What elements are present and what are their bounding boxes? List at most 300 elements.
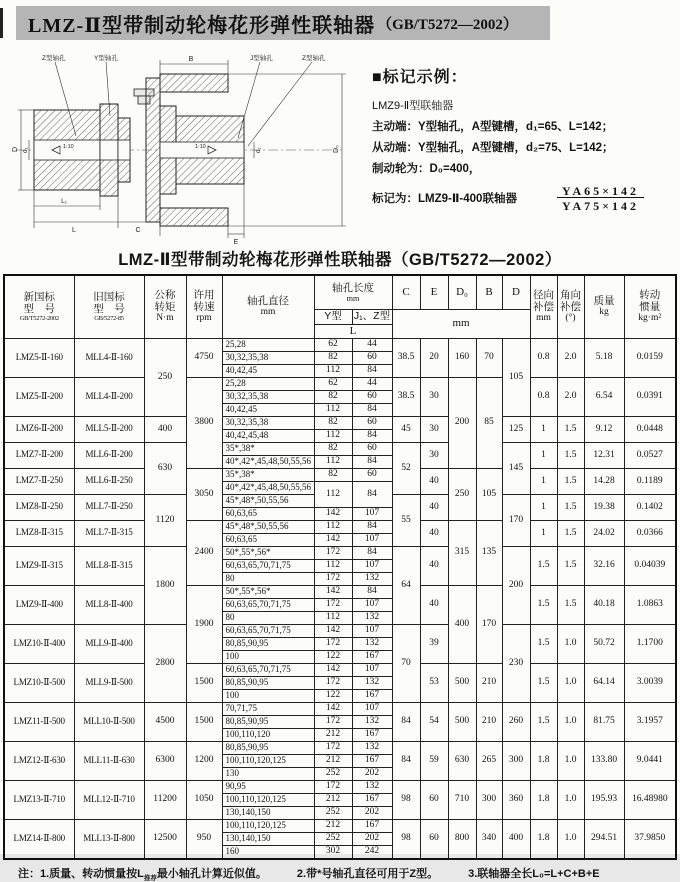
table-cell: 40,42,45,48 (222, 429, 314, 442)
table-cell: 30 (420, 416, 448, 442)
table-cell: 1 (530, 442, 557, 468)
table-row (4, 377, 676, 390)
table-row (4, 663, 676, 676)
table-row (4, 468, 676, 481)
table-cell: 6300 (144, 741, 186, 780)
table-cell: 82 (314, 390, 352, 403)
table-cell: 212 (314, 728, 352, 741)
column-header-c: C (392, 275, 420, 309)
marking-line: 从动端：Y型轴孔，A型键槽，d₂=75、L=142； (372, 142, 614, 154)
dim-d-label: D (12, 146, 19, 152)
column-header-mass: 质量 kg (584, 275, 624, 338)
table-cell: 294.51 (584, 819, 624, 859)
table-cell: 107 (352, 533, 392, 546)
table-cell: 130 (222, 767, 314, 780)
table-cell: 212 (314, 793, 352, 806)
table-cell: 202 (352, 767, 392, 780)
table-cell: 107 (352, 663, 392, 676)
table-cell: 45 (392, 416, 420, 442)
table-row (4, 546, 676, 559)
table-cell: 112 (314, 481, 352, 507)
table-cell: 45*,48*,50,55,56 (222, 520, 314, 533)
table-cell: 82 (314, 351, 352, 364)
table-cell: 1 (530, 494, 557, 520)
footnote-2: 2.带*号轴孔直径可用于Z型。 (296, 867, 439, 880)
marking-line: 主动端：Y型轴孔，A型键槽，d₁=65、L=142； (372, 121, 614, 133)
table-cell: 60 (352, 416, 392, 429)
table-cell: 0.0159 (624, 338, 676, 377)
table-cell: 0.0527 (624, 442, 676, 468)
table-cell: 84 (352, 585, 392, 598)
table-cell: 80,85,90,95 (222, 741, 314, 754)
table-cell: 1.5 (557, 468, 584, 494)
table-cell: 80,85,90,95 (222, 715, 314, 728)
table-cell: 300 (502, 741, 530, 780)
table-cell: 132 (352, 572, 392, 585)
table-cell: 64 (392, 546, 420, 624)
table-cell: 84 (392, 702, 420, 741)
table-cell: 40,42,45 (222, 364, 314, 377)
table-cell: 132 (352, 611, 392, 624)
table-cell: 340 (476, 819, 502, 859)
table-row (4, 585, 676, 598)
table-cell: 40 (420, 520, 448, 546)
page-title-standard: （GB/T5272—2002） (377, 16, 518, 33)
table-cell: LMZ14-Ⅱ-800 (4, 819, 74, 859)
dim-d1-label: d₁ (23, 147, 29, 153)
bore-type-label-y-left: Y型轴孔 (94, 55, 118, 62)
table-cell: 167 (352, 689, 392, 702)
table-cell: 252 (314, 832, 352, 845)
table-cell: 0.8 (530, 338, 557, 377)
table-cell: MLL8-Ⅱ-315 (74, 546, 144, 585)
table-cell: 2400 (186, 520, 222, 585)
table-cell: 1.5 (557, 442, 584, 468)
table-cell: 167 (352, 650, 392, 663)
table-cell: 1.5 (557, 546, 584, 585)
table-cell: 60,63,65 (222, 507, 314, 520)
table-cell: 84 (352, 403, 392, 416)
table-cell: 40 (420, 546, 448, 585)
table-cell: 145 (502, 442, 530, 494)
table-cell: 39 (420, 624, 448, 663)
table-cell: 1.5 (557, 520, 584, 546)
table-cell: 170 (476, 585, 502, 663)
table-cell: 160 (448, 338, 476, 377)
table-cell: 0.04039 (624, 546, 676, 585)
table-cell: 6.54 (584, 377, 624, 416)
table-cell: MLL4-Ⅱ-200 (74, 377, 144, 416)
table-cell: LMZ11-Ⅱ-500 (4, 702, 74, 741)
table-cell: 0.0448 (624, 416, 676, 442)
column-header-l: L (314, 324, 392, 338)
table-cell: 630 (448, 741, 476, 780)
table-cell: LMZ7-Ⅱ-200 (4, 442, 74, 468)
table-cell: 112 (314, 403, 352, 416)
table-cell: 60 (352, 468, 392, 481)
table-cell: 1.8 (530, 819, 557, 859)
dim-d0-label: D₀ (333, 145, 340, 153)
table-cell: 50*,55*,56* (222, 546, 314, 559)
footnotes (18, 865, 680, 882)
table-cell: 1.5 (530, 624, 557, 663)
table-cell: 112 (314, 611, 352, 624)
table-cell: MLL10-Ⅱ-500 (74, 702, 144, 741)
bore-type-label-j-right: J型轴孔 (250, 55, 273, 62)
table-row (4, 624, 676, 637)
table-cell: 1.0 (557, 624, 584, 663)
table-cell: 1500 (186, 663, 222, 702)
table-cell: 950 (186, 819, 222, 859)
table-cell: 60,63,65,70,71,75 (222, 559, 314, 572)
table-cell: 1.5 (557, 494, 584, 520)
table-cell: 60,63,65,70,71,75 (222, 663, 314, 676)
top-section (0, 0, 680, 244)
table-cell: MLL7-Ⅱ-250 (74, 494, 144, 520)
designation-fraction (527, 184, 674, 214)
marking-designation-row (372, 184, 674, 214)
column-header-jz-type: J₁、Z型 (353, 310, 391, 323)
table-cell: 107 (352, 559, 392, 572)
table-cell: 167 (352, 728, 392, 741)
table-cell: 1.0 (557, 741, 584, 780)
table-cell: 260 (502, 702, 530, 741)
table-cell: 142 (314, 702, 352, 715)
table-cell: 172 (314, 546, 352, 559)
table-cell: 250 (448, 468, 476, 520)
table-cell: 1.0 (557, 663, 584, 702)
table-cell: 30,32,35,38 (222, 390, 314, 403)
table-cell: 160 (222, 845, 314, 859)
table-cell: 500 (448, 702, 476, 741)
table-cell: 0.1189 (624, 468, 676, 494)
table-cell: 142 (314, 585, 352, 598)
table-cell: 82 (314, 442, 352, 455)
column-header-d: D (502, 275, 530, 309)
table-cell: 3050 (186, 468, 222, 520)
table-row (4, 819, 676, 832)
table-cell: MLL11-Ⅱ-630 (74, 741, 144, 780)
dim-l1-label: L₁ (61, 198, 67, 205)
table-cell: 9.0441 (624, 741, 676, 780)
table-cell: 70 (392, 624, 420, 702)
table-cell: 100,110,120,125 (222, 754, 314, 767)
table-cell: 1.8 (530, 780, 557, 819)
footnote-1: 注：1.质量、转动惯量按$L_{推荐}$最小轴孔计算近似值。 (18, 867, 267, 882)
table-cell: 800 (448, 819, 476, 859)
table-cell: 172 (314, 780, 352, 793)
table-cell: MLL13-Ⅱ-800 (74, 819, 144, 859)
table-cell: 1.8 (530, 741, 557, 780)
table-cell: 132 (352, 741, 392, 754)
table-cell: 1.1700 (624, 624, 676, 663)
table-cell: 9.12 (584, 416, 624, 442)
table-cell: MLL6-Ⅱ-250 (74, 468, 144, 494)
column-header-new-standard: 新国标 型 号 GB/T5272-2002 (4, 275, 74, 338)
table-cell: 98 (392, 780, 420, 819)
table-cell: MLL6-Ⅱ-200 (74, 442, 144, 468)
table-cell: 212 (314, 819, 352, 832)
table-cell: 167 (352, 793, 392, 806)
table-cell: 630 (144, 442, 186, 494)
table-cell: 1 (530, 520, 557, 546)
table-cell: 30,32,35,38 (222, 351, 314, 364)
table-cell: 55 (392, 494, 420, 546)
table-cell: 25,28 (222, 338, 314, 351)
table-cell: 14.28 (584, 468, 624, 494)
table-cell: LMZ10-Ⅱ-500 (4, 663, 74, 702)
dim-e-label: E (233, 239, 239, 246)
table-cell: MLL8-Ⅱ-400 (74, 585, 144, 624)
table-cell: 84 (352, 481, 392, 507)
column-header-torque: 公称 转矩 N·m (144, 275, 186, 338)
column-header-e: E (420, 275, 448, 309)
bore-type-label-z-left: Z型轴孔 (42, 55, 66, 62)
table-cell: 107 (352, 702, 392, 715)
table-cell: 100 (222, 689, 314, 702)
table-cell: 1.0863 (624, 585, 676, 624)
table-cell: 12500 (144, 819, 186, 859)
table-cell: 1.5 (557, 416, 584, 442)
table-cell: 4500 (144, 702, 186, 741)
dim-l-label: L (72, 227, 76, 234)
table-cell: 100,110,120,125 (222, 819, 314, 832)
table-cell: 38.5 (392, 377, 420, 416)
marking-line: LMZ9-Ⅱ型联轴器 (372, 100, 454, 112)
column-header-old-standard: 旧国标 型 号 GB/5272-85 (74, 275, 144, 338)
table-cell: 172 (314, 676, 352, 689)
marking-line: 制动轮为：D₀=400， (372, 163, 481, 175)
table-cell: 1200 (186, 741, 222, 780)
column-header-dims-unit: mm (392, 309, 530, 338)
table-cell: 112 (314, 364, 352, 377)
table-cell: 302 (314, 845, 352, 859)
table-cell: 1800 (144, 546, 186, 624)
table-cell: MLL9-Ⅱ-500 (74, 663, 144, 702)
table-cell: 400 (502, 819, 530, 859)
coupling-drawing (2, 50, 364, 246)
table-cell: 1.5 (530, 585, 557, 624)
table-cell: 40,42,45 (222, 403, 314, 416)
table-cell: 35*,38* (222, 468, 314, 481)
table-cell: 40.18 (584, 585, 624, 624)
table-cell: MLL4-Ⅱ-160 (74, 338, 144, 377)
table-cell: 172 (314, 598, 352, 611)
table-cell: MLL5-Ⅱ-200 (74, 416, 144, 442)
table-cell: 60 (352, 351, 392, 364)
table-cell: LMZ8-Ⅱ-315 (4, 520, 74, 546)
bore-type-label-z-right: Z型轴孔 (302, 55, 326, 62)
table-cell: 1.0 (557, 780, 584, 819)
table-cell: 40 (420, 494, 448, 520)
table-row (4, 442, 676, 455)
table-cell: 202 (352, 806, 392, 819)
table-cell: 1500 (186, 702, 222, 741)
table-cell: 172 (314, 741, 352, 754)
table-cell: 1900 (186, 585, 222, 663)
table-cell: 90,95 (222, 780, 314, 793)
table-cell: 80,85,90,95 (222, 637, 314, 650)
table-cell: LMZ12-Ⅱ-630 (4, 741, 74, 780)
marking-line: 标记为：LMZ9-Ⅱ-400联轴器 (372, 192, 517, 205)
table-cell: 1.5 (530, 546, 557, 585)
table-cell: 130,140,150 (222, 832, 314, 845)
table-row (4, 416, 676, 429)
table-cell: 60 (352, 442, 392, 455)
table-cell: 1.0 (557, 819, 584, 859)
table-cell: 212 (314, 754, 352, 767)
table-cell: 105 (502, 338, 530, 416)
table-cell: 100,110,120,125 (222, 793, 314, 806)
table-cell: 130,140,150 (222, 806, 314, 819)
table-cell: 1 (530, 468, 557, 494)
table-cell: 62 (314, 377, 352, 390)
table-cell: 135 (476, 520, 502, 585)
table-cell: 315 (448, 520, 476, 585)
table-cell: 50*,55*,56* (222, 585, 314, 598)
table-cell: 2.0 (557, 377, 584, 416)
table-cell: 0.0366 (624, 520, 676, 546)
table-cell: 24.02 (584, 520, 624, 546)
table-cell: 125 (502, 416, 530, 442)
table-cell: LMZ6-Ⅱ-200 (4, 416, 74, 442)
table-cell: 200 (502, 546, 530, 624)
taper-label: 1:10 (63, 144, 74, 150)
fraction-numerator: YA65×142 (561, 184, 640, 198)
table-cell: 250 (144, 338, 186, 416)
column-header-speed: 许用 转速 rpm (186, 275, 222, 338)
table-cell: 52 (392, 442, 420, 494)
column-header-y-type: Y型 (314, 309, 352, 324)
table-cell: 300 (476, 780, 502, 819)
table-body (4, 338, 676, 859)
table-cell: 80 (222, 611, 314, 624)
table-cell: 3800 (186, 377, 222, 468)
table-cell: 230 (502, 624, 530, 702)
table-cell: 105 (476, 468, 502, 520)
table-cell: 20 (420, 338, 448, 377)
table-title: LMZ-Ⅱ型带制动轮梅花形弹性联轴器（GB/T5272—2002） (118, 251, 562, 269)
table-cell: 98 (392, 819, 420, 859)
table-cell: 1.0 (557, 702, 584, 741)
table-cell: 100 (222, 650, 314, 663)
table-cell: 81.75 (584, 702, 624, 741)
table-cell: 142 (314, 663, 352, 676)
table-cell: 142 (314, 533, 352, 546)
table-cell: 195.93 (584, 780, 624, 819)
table-cell: 30 (420, 377, 448, 416)
table-cell: 60 (420, 780, 448, 819)
table-cell: 62 (314, 338, 352, 351)
table-cell: 1.5 (530, 663, 557, 702)
page-title-text: LMZ-Ⅱ型带制动轮梅花形弹性联轴器 (28, 14, 376, 37)
column-header-inertia: 转动 惯量 kg·m² (624, 275, 676, 338)
table-cell: 54 (420, 702, 448, 741)
table-cell: 84 (352, 455, 392, 468)
table-cell: 1050 (186, 780, 222, 819)
table-cell: 44 (352, 338, 392, 351)
table-cell: LMZ13-Ⅱ-710 (4, 780, 74, 819)
table-cell: LMZ8-Ⅱ-250 (4, 494, 74, 520)
table-cell: 16.48980 (624, 780, 676, 819)
table-cell: 1.5 (557, 585, 584, 624)
table-cell: 107 (352, 624, 392, 637)
table-cell: 60 (352, 390, 392, 403)
table-cell: 172 (314, 572, 352, 585)
table-cell: 50.72 (584, 624, 624, 663)
marking-example-panel (372, 64, 674, 214)
table-cell: LMZ9-Ⅱ-400 (4, 585, 74, 624)
taper-label: 1:10 (195, 144, 206, 150)
table-cell: 133.80 (584, 741, 624, 780)
table-cell: 38.5 (392, 338, 420, 377)
table-cell: 200 (448, 377, 476, 468)
table-cell: 40 (420, 468, 448, 494)
dim-b-label: B (188, 56, 194, 63)
table-cell: 100,110,120 (222, 728, 314, 741)
table-cell: 112 (314, 455, 352, 468)
table-cell: 60,63,65 (222, 533, 314, 546)
table-cell: 35*,38* (222, 442, 314, 455)
table-cell: 60,63,65,70,71,75 (222, 598, 314, 611)
table-cell: 210 (476, 663, 502, 702)
table-cell: 11200 (144, 780, 186, 819)
table-cell: 45*,48*,50,55,56 (222, 494, 314, 507)
table-cell: 2800 (144, 624, 186, 702)
table-cell: 132 (352, 780, 392, 793)
table-cell: 167 (352, 819, 392, 832)
table-cell: 30 (420, 442, 448, 468)
table-cell: 0.1402 (624, 494, 676, 520)
table-cell: 172 (314, 715, 352, 728)
table-cell: 107 (352, 507, 392, 520)
dim-d2-label: d₂ (256, 147, 262, 153)
table-cell: 1 (530, 416, 557, 442)
table-cell: 1120 (144, 494, 186, 546)
column-header-b: B (476, 275, 502, 309)
page-title (16, 6, 550, 40)
table-cell: 500 (448, 663, 476, 702)
table-cell: 19.38 (584, 494, 624, 520)
table-cell: 112 (314, 429, 352, 442)
table-cell: 25,28 (222, 377, 314, 390)
table-cell: 142 (314, 624, 352, 637)
table-cell: 64.14 (584, 663, 624, 702)
table-cell: 2.0 (557, 338, 584, 377)
table-cell: 59 (420, 741, 448, 780)
table-cell: 40*,42*,45,48,50,55,56 (222, 455, 314, 468)
table-cell: 84 (352, 429, 392, 442)
table-cell: LMZ9-Ⅱ-315 (4, 546, 74, 585)
table-cell: 172 (314, 637, 352, 650)
table-cell: 4750 (186, 338, 222, 377)
scan-edge-mark (0, 8, 3, 38)
column-header-bore-diameter: 轴孔直径 mm (222, 275, 314, 338)
table-cell: 84 (352, 546, 392, 559)
table-cell: 252 (314, 767, 352, 780)
table-cell: 710 (448, 780, 476, 819)
marking-heading: ■标记示例： (372, 69, 468, 86)
table-cell: 84 (352, 520, 392, 533)
table-cell: 265 (476, 741, 502, 780)
table-cell: 3.1957 (624, 702, 676, 741)
table-cell: LMZ10-Ⅱ-400 (4, 624, 74, 663)
table-cell: 107 (352, 598, 392, 611)
table-cell: 0.8 (530, 377, 557, 416)
table-cell: 252 (314, 806, 352, 819)
table-header (4, 275, 676, 338)
footnote-3: 3.联轴器全长L₀=L+C+B+E (468, 867, 600, 880)
